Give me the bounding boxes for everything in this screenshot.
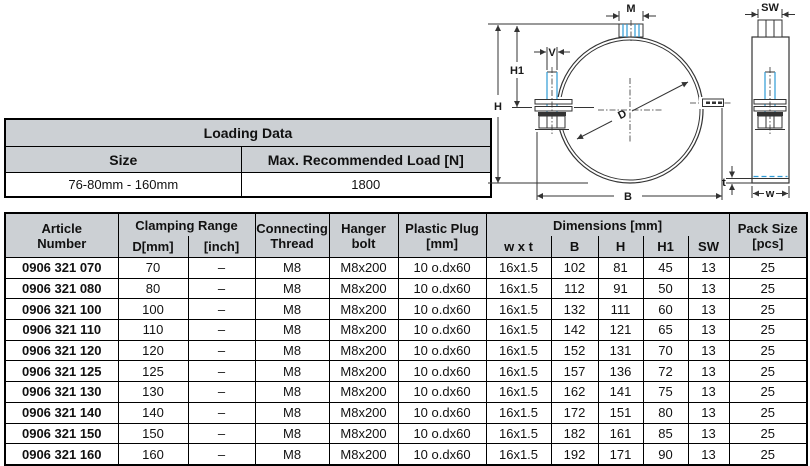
table-cell: –	[188, 340, 255, 361]
table-cell: 10 o.dx60	[398, 299, 486, 320]
table-cell: M8x200	[329, 382, 398, 403]
table-cell: 16x1.5	[486, 340, 551, 361]
table-cell: 130	[118, 382, 188, 403]
table-cell: M8	[255, 444, 329, 465]
table-cell: M8x200	[329, 278, 398, 299]
bolt-flange-lower	[535, 107, 572, 112]
loading-data-header-row	[5, 147, 491, 173]
table-cell: 91	[598, 278, 643, 299]
table-cell: 121	[598, 320, 643, 341]
dim-label-h1: H1	[509, 65, 525, 77]
table-cell: 81	[598, 258, 643, 279]
table-cell: 10 o.dx60	[398, 444, 486, 465]
col-pack-line1: Pack Size	[737, 220, 798, 236]
table-cell: 16x1.5	[486, 382, 551, 403]
table-cell: 157	[551, 361, 598, 382]
table-cell: 125	[118, 361, 188, 382]
loading-max-load-value: 1800	[241, 173, 491, 198]
table-cell: M8x200	[329, 258, 398, 279]
table-cell: 112	[551, 278, 598, 299]
table-cell: M8	[255, 340, 329, 361]
col-plug-line1: Plastic Plug	[405, 220, 479, 236]
table-cell: M8x200	[329, 340, 398, 361]
loading-data-title: Loading Data	[5, 119, 491, 147]
table-cell: 13	[688, 320, 729, 341]
table-cell: 111	[598, 299, 643, 320]
table-cell: M8x200	[329, 423, 398, 444]
table-cell: –	[188, 278, 255, 299]
header-row-1	[5, 213, 807, 236]
table-cell: M8x200	[329, 320, 398, 341]
table-cell: 75	[643, 382, 688, 403]
table-cell: 160	[118, 444, 188, 465]
table-cell: 152	[551, 340, 598, 361]
clamp-side-view	[722, 2, 795, 200]
t-extension-lines	[726, 179, 752, 184]
table-cell: 80	[643, 402, 688, 423]
loading-data-table	[4, 118, 492, 198]
table-cell: 102	[551, 258, 598, 279]
subcol-d-mm: D[mm]	[118, 236, 188, 258]
table-row	[5, 444, 807, 465]
table-cell: 10 o.dx60	[398, 423, 486, 444]
table-cell: 25	[729, 299, 807, 320]
table-cell: 16x1.5	[486, 258, 551, 279]
col-hanger-bolt	[329, 213, 398, 258]
subcol-sw: SW	[688, 236, 729, 258]
article-number-cell: 0906 321 100	[5, 299, 118, 320]
dim-label-t: t	[722, 177, 726, 189]
main-table-body	[5, 258, 807, 465]
article-number-cell: 0906 321 130	[5, 382, 118, 403]
table-cell: M8	[255, 423, 329, 444]
col-dimensions: Dimensions [mm]	[486, 213, 729, 236]
table-cell: 16x1.5	[486, 423, 551, 444]
article-number-cell: 0906 321 080	[5, 278, 118, 299]
table-cell: 25	[729, 340, 807, 361]
subcol-h1: H1	[643, 236, 688, 258]
table-cell: 13	[688, 258, 729, 279]
bolt-flange-upper	[535, 100, 572, 105]
col-article-number	[5, 213, 118, 258]
table-cell: 162	[551, 382, 598, 403]
table-cell: 136	[598, 361, 643, 382]
col-article-line2: Number	[37, 235, 87, 251]
article-number-cell: 0906 321 125	[5, 361, 118, 382]
table-cell: 13	[688, 402, 729, 423]
dim-label-h: H	[494, 101, 502, 113]
table-cell: 65	[643, 320, 688, 341]
pipe-clamp-diagram	[480, 0, 810, 210]
table-cell: 100	[118, 299, 188, 320]
table-cell: 85	[643, 423, 688, 444]
col-hanger-line1: Hanger	[341, 220, 386, 236]
table-row	[5, 299, 807, 320]
article-number-cell: 0906 321 160	[5, 444, 118, 465]
table-cell: –	[188, 320, 255, 341]
subcol-wxt: w x t	[486, 236, 551, 258]
loading-data-title-row	[5, 119, 491, 147]
loading-data-value-row	[5, 173, 491, 198]
table-cell: 10 o.dx60	[398, 258, 486, 279]
table-cell: 16x1.5	[486, 299, 551, 320]
d-arrow-upper	[632, 82, 688, 111]
dim-label-b: B	[624, 191, 632, 203]
article-number-cell: 0906 321 070	[5, 258, 118, 279]
d-arrow-lower	[577, 121, 612, 139]
table-cell: 25	[729, 402, 807, 423]
table-row	[5, 278, 807, 299]
col-clamping-range: Clamping Range	[118, 213, 255, 236]
table-cell: 25	[729, 258, 807, 279]
table-cell: 110	[118, 320, 188, 341]
col-article-line1: Article	[41, 220, 82, 236]
dim-label-v: V	[548, 47, 556, 59]
table-cell: 10 o.dx60	[398, 402, 486, 423]
table-cell: 171	[598, 444, 643, 465]
article-number-cell: 0906 321 120	[5, 340, 118, 361]
table-cell: 13	[688, 361, 729, 382]
table-cell: 10 o.dx60	[398, 361, 486, 382]
col-connecting-line1: Connecting	[256, 220, 328, 236]
table-cell: 16x1.5	[486, 361, 551, 382]
col-connecting-line2: Thread	[270, 235, 314, 251]
col-plug-line2: [mm]	[426, 235, 458, 251]
table-cell: M8x200	[329, 299, 398, 320]
dim-label-m: M	[626, 3, 636, 15]
table-cell: 25	[729, 423, 807, 444]
table-cell: 25	[729, 361, 807, 382]
article-table-header	[5, 213, 807, 258]
table-cell: 13	[688, 423, 729, 444]
table-cell: M8	[255, 361, 329, 382]
table-cell: 70	[118, 258, 188, 279]
latch-detail-1	[706, 102, 710, 105]
article-number-cell: 0906 321 150	[5, 423, 118, 444]
article-number-cell: 0906 321 140	[5, 402, 118, 423]
table-cell: 10 o.dx60	[398, 382, 486, 403]
col-pack-size	[729, 213, 807, 258]
table-cell: 16x1.5	[486, 444, 551, 465]
table-row	[5, 361, 807, 382]
table-cell: 90	[643, 444, 688, 465]
subcol-inch: [inch]	[188, 236, 255, 258]
table-cell: 25	[729, 278, 807, 299]
table-cell: 131	[598, 340, 643, 361]
table-cell: 25	[729, 320, 807, 341]
table-cell: 72	[643, 361, 688, 382]
latch-detail-2	[712, 102, 716, 105]
table-row	[5, 320, 807, 341]
table-cell: –	[188, 382, 255, 403]
table-cell: 13	[688, 382, 729, 403]
article-number-cell: 0906 321 110	[5, 320, 118, 341]
table-row	[5, 402, 807, 423]
table-cell: 16x1.5	[486, 320, 551, 341]
table-cell: 182	[551, 423, 598, 444]
table-cell: M8x200	[329, 402, 398, 423]
article-table	[4, 212, 808, 466]
col-pack-line2: [pcs]	[752, 235, 784, 251]
col-connecting-thread	[255, 213, 329, 258]
table-row	[5, 382, 807, 403]
table-cell: 16x1.5	[486, 278, 551, 299]
table-cell: 16x1.5	[486, 402, 551, 423]
table-cell: 192	[551, 444, 598, 465]
table-cell: –	[188, 423, 255, 444]
table-cell: M8x200	[329, 361, 398, 382]
table-cell: 151	[598, 402, 643, 423]
table-cell: 25	[729, 382, 807, 403]
table-cell: 50	[643, 278, 688, 299]
table-cell: 10 o.dx60	[398, 320, 486, 341]
table-cell: 140	[118, 402, 188, 423]
loading-size-value: 76-80mm - 160mm	[5, 173, 241, 198]
table-cell: 13	[688, 299, 729, 320]
col-hanger-line2: bolt	[351, 235, 376, 251]
table-cell: M8x200	[329, 444, 398, 465]
table-row	[5, 340, 807, 361]
subcol-b: B	[551, 236, 598, 258]
table-cell: –	[188, 402, 255, 423]
col-plastic-plug	[398, 213, 486, 258]
table-cell: M8	[255, 278, 329, 299]
clamp-front-view	[488, 3, 732, 203]
table-cell: 10 o.dx60	[398, 278, 486, 299]
table-cell: –	[188, 258, 255, 279]
table-cell: 161	[598, 423, 643, 444]
dim-label-sw: SW	[761, 2, 779, 14]
table-cell: 25	[729, 444, 807, 465]
table-cell: 13	[688, 278, 729, 299]
table-cell: –	[188, 299, 255, 320]
subcol-h: H	[598, 236, 643, 258]
table-cell: 13	[688, 444, 729, 465]
table-cell: –	[188, 444, 255, 465]
side-top-nut	[758, 20, 782, 37]
table-cell: 172	[551, 402, 598, 423]
table-cell: 70	[643, 340, 688, 361]
table-cell: M8	[255, 299, 329, 320]
dim-label-w: w	[765, 188, 775, 200]
table-cell: M8	[255, 320, 329, 341]
table-cell: 13	[688, 340, 729, 361]
table-cell: 80	[118, 278, 188, 299]
table-cell: 142	[551, 320, 598, 341]
table-row	[5, 423, 807, 444]
table-cell: 120	[118, 340, 188, 361]
table-cell: M8	[255, 402, 329, 423]
table-cell: 60	[643, 299, 688, 320]
loading-max-load-header: Max. Recommended Load [N]	[241, 147, 491, 173]
loading-size-header: Size	[5, 147, 241, 173]
table-cell: –	[188, 361, 255, 382]
table-cell: 141	[598, 382, 643, 403]
latch-detail-3	[718, 102, 722, 105]
table-cell: 45	[643, 258, 688, 279]
table-cell: 132	[551, 299, 598, 320]
table-cell: M8	[255, 382, 329, 403]
table-cell: 10 o.dx60	[398, 340, 486, 361]
table-row	[5, 258, 807, 279]
table-cell: 150	[118, 423, 188, 444]
table-cell: M8	[255, 258, 329, 279]
dim-label-d: D	[616, 107, 629, 123]
